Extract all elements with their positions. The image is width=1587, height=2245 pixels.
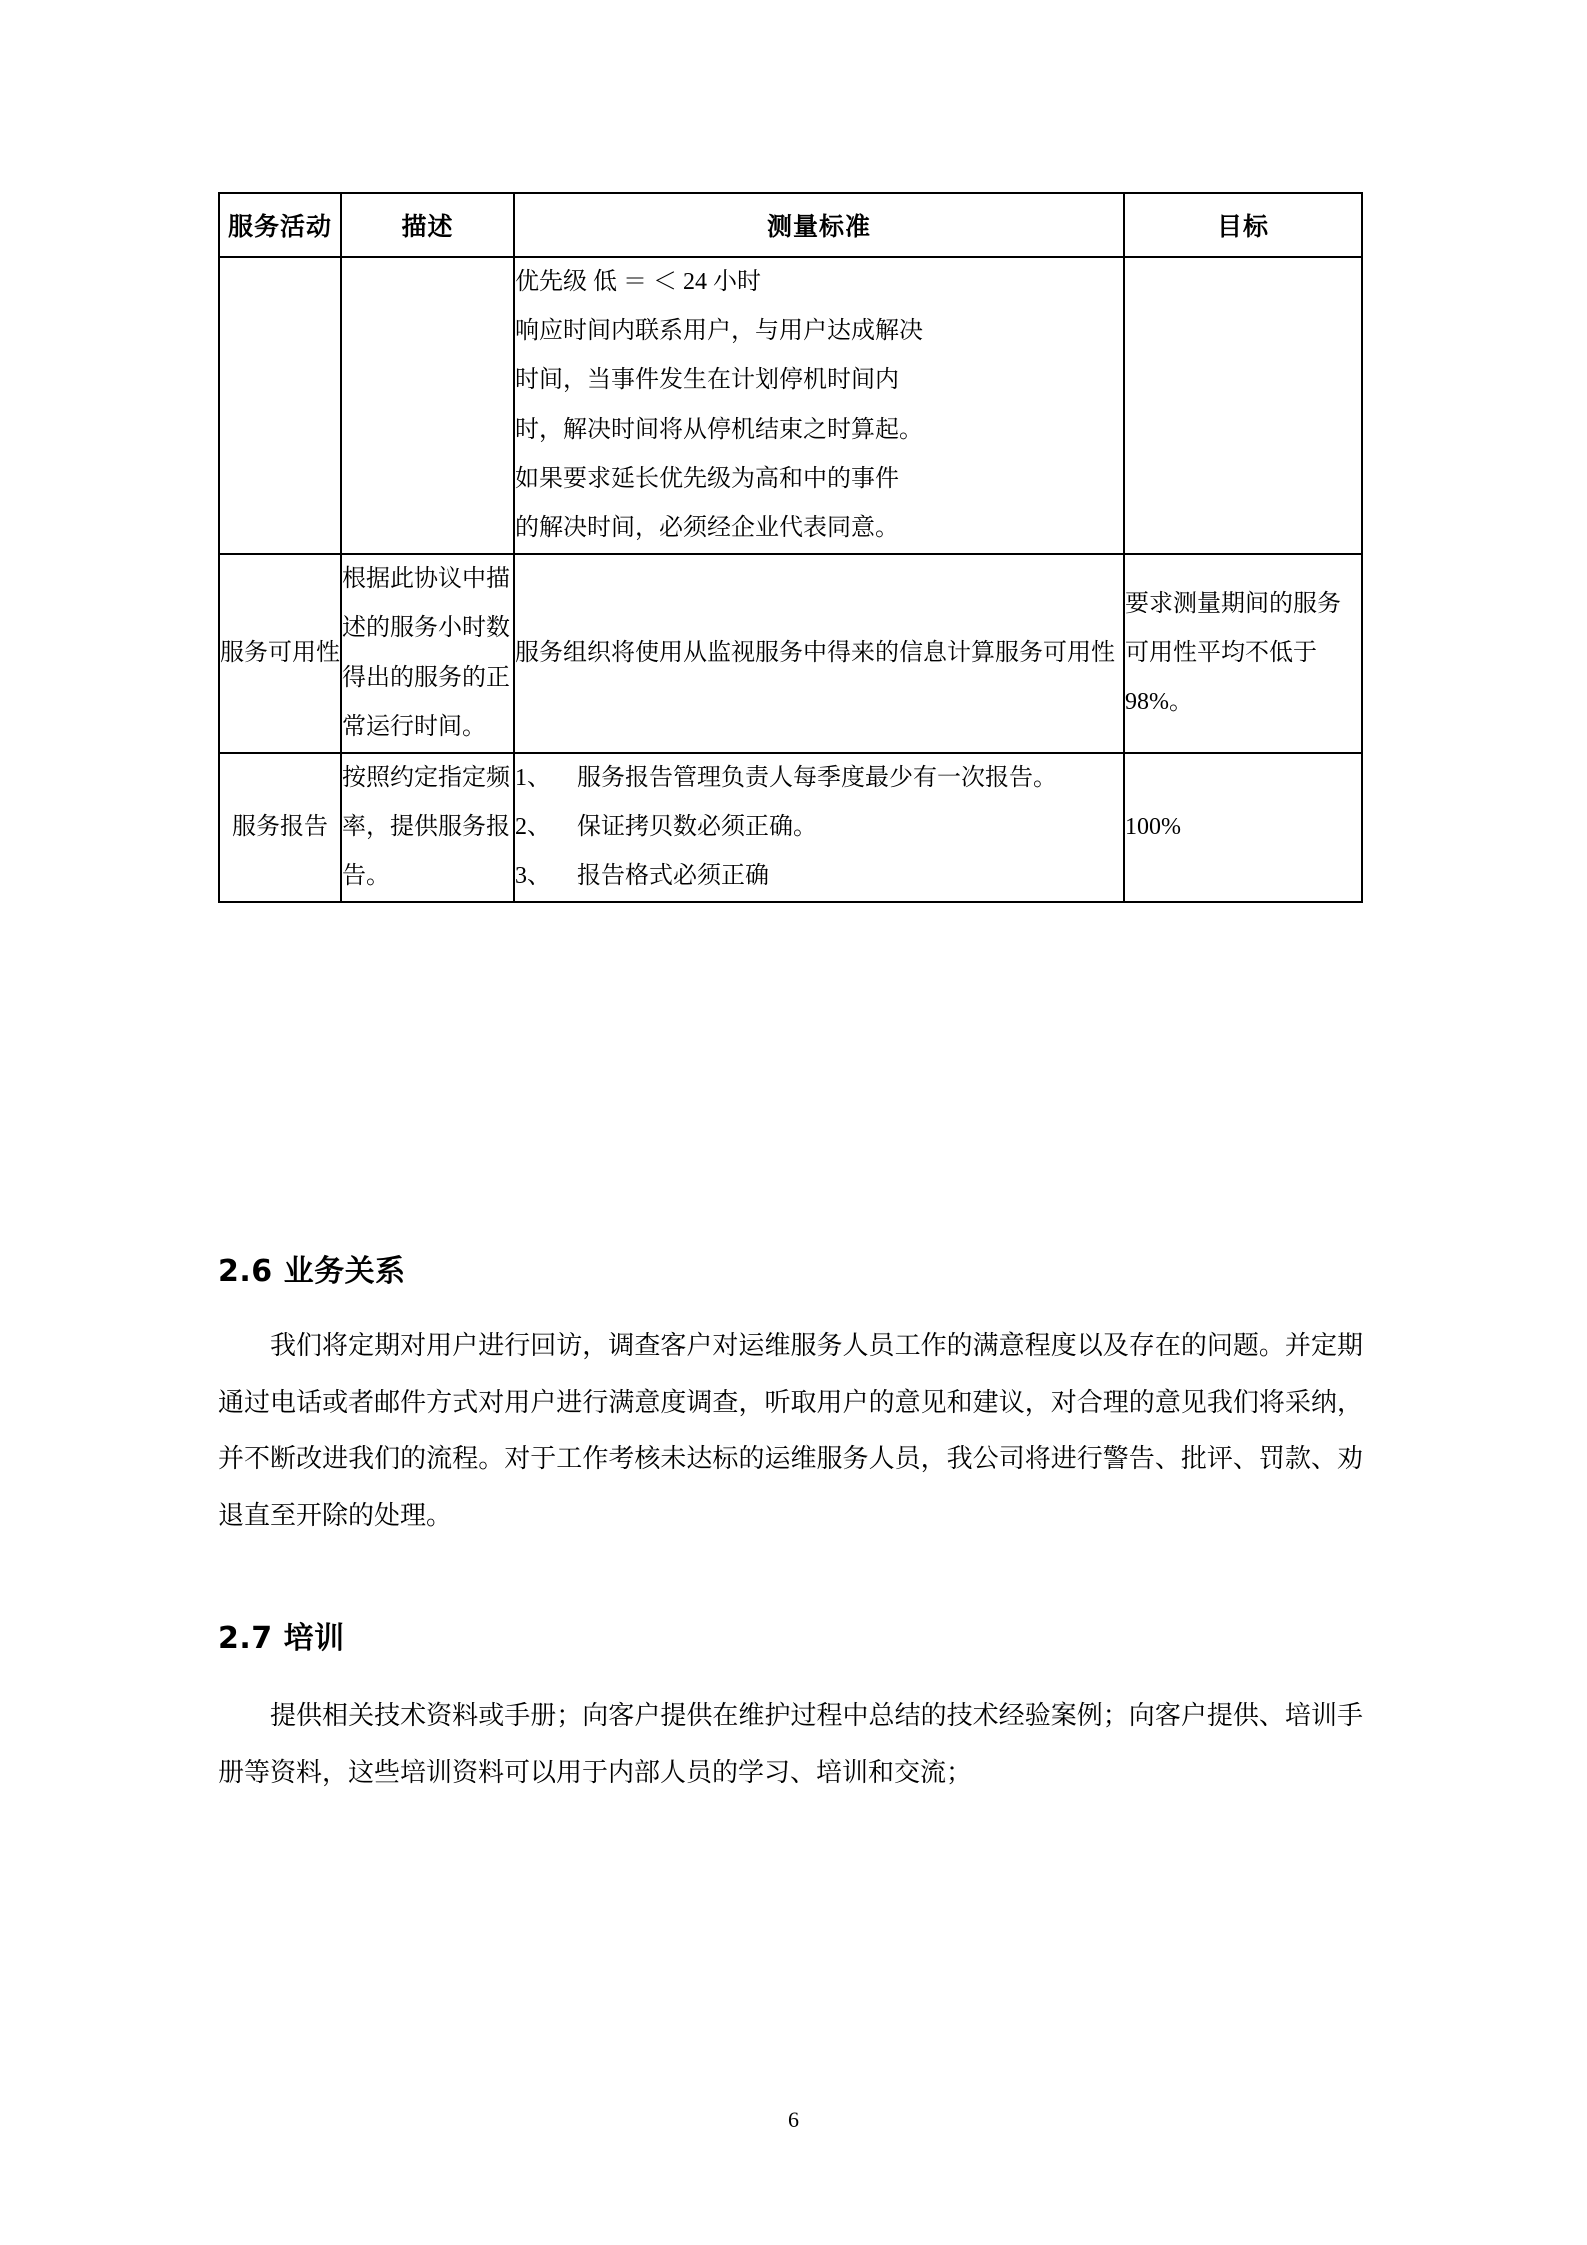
list-item-text: 保证拷贝数必须正确。	[577, 814, 817, 841]
list-item-text: 服务报告管理负责人每季度最少有一次报告。	[577, 764, 1057, 791]
section-heading-training: 2.7 培训	[218, 1621, 345, 1656]
cell-target	[1124, 257, 1362, 554]
table-body	[219, 257, 1362, 902]
criteria-line: 时，解决时间将从停机结束之时算起。	[515, 416, 923, 443]
column-header-target: 目标	[1124, 193, 1362, 257]
list-marker: 2、	[515, 814, 551, 841]
list-item-text: 报告格式必须正确	[577, 863, 769, 890]
table-header	[219, 193, 1362, 257]
cell-target: 要求测量期间的服务可用性平均不低于98%。	[1124, 554, 1362, 753]
cell-criteria	[514, 753, 1124, 903]
list-item	[515, 803, 1123, 852]
cell-activity: 服务可用性	[219, 554, 341, 753]
criteria-line: 如果要求延长优先级为高和中的事件	[515, 465, 899, 492]
list-item	[515, 754, 1123, 803]
list-item	[515, 852, 1123, 901]
criteria-line: 时间，当事件发生在计划停机时间内	[515, 367, 899, 394]
cell-description: 根据此协议中描述的服务小时数得出的服务的正常运行时间。	[341, 554, 514, 753]
service-level-table	[218, 192, 1363, 903]
cell-activity: 服务报告	[219, 753, 341, 903]
cell-criteria	[514, 257, 1124, 554]
section-body-training: 提供相关技术资料或手册；向客户提供在维护过程中总结的技术经验案例；向客户提供、培训手册等资料，这些培训资料可以用于内部人员的学习、培训和交流；	[218, 1701, 1363, 1787]
column-header-description: 描述	[341, 193, 514, 257]
criteria-numbered-list	[515, 754, 1123, 902]
page-number: 6	[788, 2107, 799, 2132]
criteria-line: 的解决时间，必须经企业代表同意。	[515, 514, 899, 541]
list-marker: 3、	[515, 863, 551, 890]
section-body-business-relationship: 我们将定期对用户进行回访，调查客户对运维服务人员工作的满意程度以及存在的问题。并定期通过电话或者邮件方式对用户进行满意度调查，听取用户的意见和建议，对合理的意见我们将采纳，并不断改进我们的流程。对于工作考核未达标的运维服务人员，我公司将进行警告、批评、罚款、劝退直至开除的处理。	[218, 1331, 1363, 1531]
table-header-row	[219, 193, 1362, 257]
cell-description: 按照约定指定频率，提供服务报告。	[341, 753, 514, 903]
criteria-line: 优先级 低 ＝ ＜ 24 小时	[515, 269, 761, 295]
section-heading-business-relationship: 2.6 业务关系	[218, 1254, 406, 1289]
column-header-activity: 服务活动	[219, 193, 341, 257]
table-row	[219, 257, 1362, 554]
list-marker: 1、	[515, 764, 551, 791]
table-row	[219, 554, 1362, 753]
column-header-criteria: 测量标准	[514, 193, 1124, 257]
cell-activity	[219, 257, 341, 554]
cell-description	[341, 257, 514, 554]
table-row	[219, 753, 1362, 903]
cell-target: 100%	[1124, 753, 1362, 903]
cell-criteria: 服务组织将使用从监视服务中得来的信息计算服务可用性	[514, 554, 1124, 753]
criteria-line: 响应时间内联系用户，与用户达成解决	[515, 318, 923, 345]
